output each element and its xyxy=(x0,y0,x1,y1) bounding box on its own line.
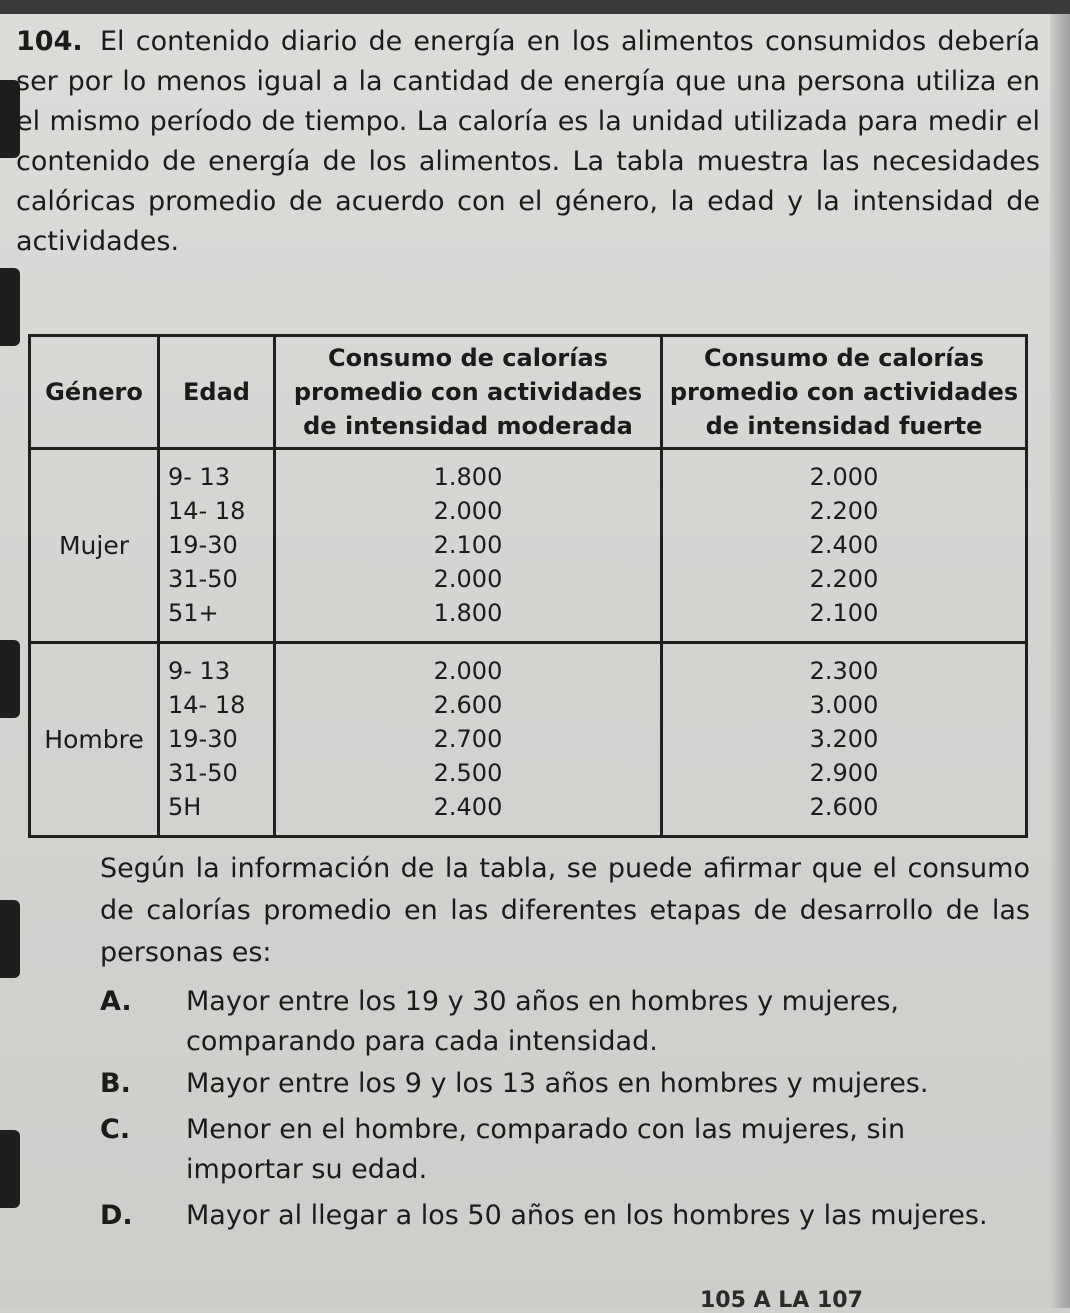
option-d[interactable] xyxy=(100,1196,1030,1236)
strong-cell-value: 2.600 xyxy=(809,793,879,821)
binder-hole xyxy=(0,268,20,346)
table-header-row xyxy=(30,336,1027,449)
strong-cell-value: 3.000 xyxy=(809,691,879,719)
moderate-cell-value: 2.000 xyxy=(433,497,503,525)
moderate-cell xyxy=(275,449,662,643)
moderate-cell-value: 2.600 xyxy=(433,691,503,719)
age-cell-value: 19-30 xyxy=(168,531,238,559)
age-cell-value: 31-50 xyxy=(168,565,238,593)
binder-hole xyxy=(0,900,20,978)
age-cell-value: 31-50 xyxy=(168,759,238,787)
moderate-cell-value: 2.500 xyxy=(433,759,503,787)
strong-cell-value: 2.300 xyxy=(809,657,879,685)
option-letter: A. xyxy=(100,986,132,1017)
moderate-cell-value: 1.800 xyxy=(433,463,503,491)
option-a[interactable] xyxy=(100,982,1030,1062)
moderate-cell-value: 2.000 xyxy=(433,565,503,593)
page-edge xyxy=(1050,14,1070,1308)
age-cell-value: 14- 18 xyxy=(168,691,246,719)
header-genero: Género xyxy=(30,336,159,449)
strong-cell-value: 2.200 xyxy=(809,565,879,593)
option-text: Menor en el hombre, comparado con las mujeres, sin importar su edad. xyxy=(186,1114,906,1185)
top-edge xyxy=(0,0,1070,14)
moderate-cell-value: 1.800 xyxy=(433,599,503,627)
moderate-cell-value: 2.100 xyxy=(433,531,503,559)
moderate-cell-value: 2.000 xyxy=(433,657,503,685)
strong-cell xyxy=(662,643,1027,837)
strong-cell-value: 2.200 xyxy=(809,497,879,525)
intro-text: El contenido diario de energía en los alimentos consumidos debería ser por lo menos igual a la cantidad de energía que una persona utiliza en el mismo período de tiempo. La caloría es la unidad utilizada para medir el contenido de energía de los alimentos. La tabla muestra las necesidades calóricas promedio de acuerdo con el género, la edad y la intensidad de actividades. xyxy=(16,26,1040,257)
option-letter: B. xyxy=(100,1068,131,1099)
calorie-table xyxy=(28,334,1028,838)
option-c[interactable] xyxy=(100,1110,1030,1190)
option-b[interactable] xyxy=(100,1064,1030,1104)
header-edad: Edad xyxy=(159,336,275,449)
moderate-cell xyxy=(275,643,662,837)
option-letter: C. xyxy=(100,1114,131,1145)
age-cell xyxy=(159,449,275,643)
page-footer: 105 A LA 107 xyxy=(700,1288,863,1313)
age-cell-value: 5H xyxy=(168,793,202,821)
gender-cell: Mujer xyxy=(30,449,159,643)
question-intro xyxy=(16,22,1040,262)
header-moderada: Consumo de calorías promedio con actividades de intensidad moderada xyxy=(275,336,662,449)
binder-hole xyxy=(0,640,20,718)
moderate-cell-value: 2.400 xyxy=(433,793,503,821)
strong-cell-value: 2.400 xyxy=(809,531,879,559)
header-fuerte: Consumo de calorías promedio con actividades de intensidad fuerte xyxy=(662,336,1027,449)
age-cell-value: 51+ xyxy=(168,599,219,627)
option-text: Mayor al llegar a los 50 años en los hombres y las mujeres. xyxy=(186,1200,988,1231)
table-row xyxy=(30,449,1027,643)
strong-cell-value: 2.900 xyxy=(809,759,879,787)
strong-cell-value: 3.200 xyxy=(809,725,879,753)
age-cell xyxy=(159,643,275,837)
age-cell-value: 19-30 xyxy=(168,725,238,753)
table-row xyxy=(30,643,1027,837)
strong-cell-value: 2.100 xyxy=(809,599,879,627)
question-number: 104. xyxy=(16,26,83,57)
gender-cell: Hombre xyxy=(30,643,159,837)
option-text: Mayor entre los 19 y 30 años en hombres y mujeres, comparando para cada intensidad. xyxy=(186,986,899,1057)
option-text: Mayor entre los 9 y los 13 años en hombres y mujeres. xyxy=(186,1068,929,1099)
binder-hole xyxy=(0,1130,20,1208)
moderate-cell-value: 2.700 xyxy=(433,725,503,753)
strong-cell xyxy=(662,449,1027,643)
option-letter: D. xyxy=(100,1200,133,1231)
age-cell-value: 14- 18 xyxy=(168,497,246,525)
question-stem: Según la información de la tabla, se puede afirmar que el consumo de calorías promedio en las diferentes etapas de desarrollo de las personas es: xyxy=(100,853,1030,968)
age-cell-value: 9- 13 xyxy=(168,657,231,685)
strong-cell-value: 2.000 xyxy=(809,463,879,491)
age-cell-value: 9- 13 xyxy=(168,463,231,491)
